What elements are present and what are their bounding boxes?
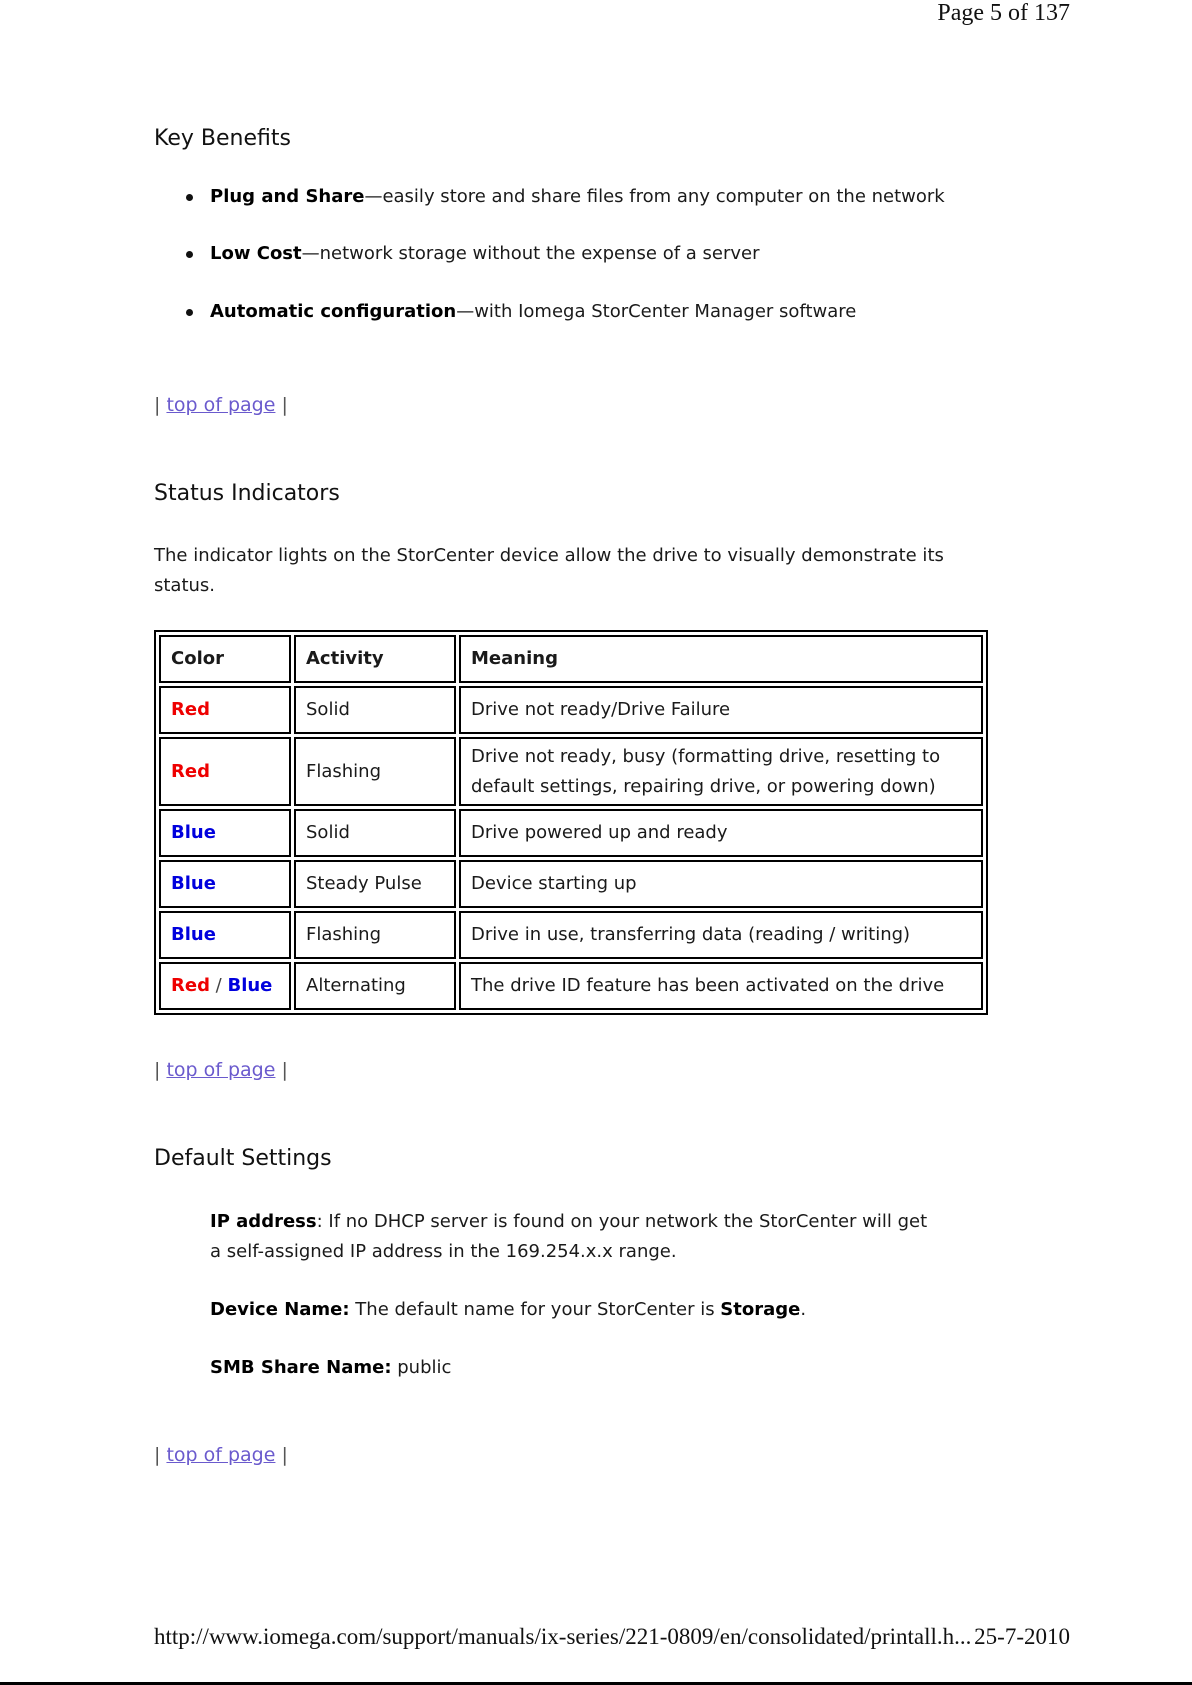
color-value: Blue <box>171 822 216 843</box>
table-row <box>159 737 983 806</box>
device-name-setting <box>210 1295 930 1325</box>
meaning-cell: Drive in use, transferring data (reading / writing) <box>459 911 983 959</box>
nav-bar-close: | <box>275 1059 288 1081</box>
list-item <box>210 243 760 264</box>
color-value-secondary: Blue <box>227 975 273 996</box>
benefit-term: Plug and Share <box>210 186 365 207</box>
table-row <box>159 911 983 959</box>
table-header-row <box>159 635 983 683</box>
color-cell <box>159 809 291 857</box>
list-item <box>210 301 856 322</box>
smb-share-label: SMB Share Name: <box>210 1357 392 1378</box>
bullet-icon <box>186 251 193 258</box>
benefit-text: —network storage without the expense of a server <box>301 243 760 264</box>
benefit-term: Automatic configuration <box>210 301 457 322</box>
color-separator: / <box>209 975 228 996</box>
top-of-page-nav <box>154 1444 288 1466</box>
color-value: Red <box>171 760 210 782</box>
page-number: Page 5 of 137 <box>937 0 1070 26</box>
nav-bar-open: | <box>154 394 167 416</box>
activity-cell: Alternating <box>294 962 456 1010</box>
color-value: Blue <box>171 873 216 894</box>
meaning-cell: Drive powered up and ready <box>459 809 983 857</box>
bullet-icon <box>186 194 193 201</box>
top-of-page-link[interactable]: top of page <box>166 1059 276 1081</box>
activity-cell: Flashing <box>294 911 456 959</box>
device-name-text: The default name for your StorCenter is <box>349 1299 721 1320</box>
meaning-cell: The drive ID feature has been activated on the drive <box>459 962 983 1010</box>
status-table <box>154 630 988 1015</box>
color-cell <box>159 860 291 908</box>
activity-cell: Steady Pulse <box>294 860 456 908</box>
nav-bar-open: | <box>154 1059 167 1081</box>
color-cell <box>159 962 291 1010</box>
status-intro: The indicator lights on the StorCenter device allow the drive to visually demonstrate its status. <box>154 545 944 596</box>
nav-bar-close: | <box>275 394 288 416</box>
activity-cell: Solid <box>294 686 456 734</box>
color-value: Red <box>171 975 210 996</box>
bullet-icon <box>186 309 193 316</box>
list-item <box>210 186 945 207</box>
table-row <box>159 860 983 908</box>
nav-bar-close: | <box>275 1444 288 1466</box>
table-row <box>159 809 983 857</box>
color-cell <box>159 911 291 959</box>
key-benefits-heading: Key Benefits <box>154 126 291 151</box>
meaning-cell: Device starting up <box>459 860 983 908</box>
color-value: Blue <box>171 924 216 945</box>
column-header: Meaning <box>459 635 983 683</box>
benefit-term: Low Cost <box>210 243 302 264</box>
meaning-cell: Drive not ready, busy (formatting drive, resetting to default settings, repairing drive, or powering down) <box>459 737 983 806</box>
ip-address-label: IP address <box>210 1211 317 1232</box>
status-indicators-heading: Status Indicators <box>154 481 340 506</box>
benefit-text: —with Iomega StorCenter Manager software <box>456 301 857 322</box>
top-of-page-link[interactable]: top of page <box>166 394 276 416</box>
smb-share-value: public <box>391 1357 452 1378</box>
activity-cell: Flashing <box>294 737 456 806</box>
table-row <box>159 686 983 734</box>
device-name-label: Device Name: <box>210 1299 350 1320</box>
activity-cell: Solid <box>294 809 456 857</box>
footer-date: 25-7-2010 <box>974 1624 1070 1649</box>
device-name-value: Storage <box>720 1299 801 1320</box>
ip-address-setting <box>210 1207 930 1267</box>
device-name-end: . <box>800 1299 807 1320</box>
color-value: Red <box>171 699 210 720</box>
color-cell <box>159 737 291 806</box>
top-of-page-link[interactable]: top of page <box>166 1444 276 1466</box>
smb-share-setting <box>210 1353 930 1383</box>
footer-url: http://www.iomega.com/support/manuals/ix-series/221-0809/en/consolidated/printall.h... <box>154 1624 972 1649</box>
ip-address-text: : If no DHCP server is found on your network the StorCenter will get a self-assigned IP address in the 169.254.x.x range. <box>210 1211 928 1262</box>
column-header: Color <box>159 635 291 683</box>
benefit-text: —easily store and share files from any computer on the network <box>364 186 945 207</box>
nav-bar-open: | <box>154 1444 167 1466</box>
column-header: Activity <box>294 635 456 683</box>
top-of-page-nav <box>154 1059 288 1081</box>
table-row <box>159 962 983 1010</box>
top-of-page-nav <box>154 394 288 416</box>
color-cell <box>159 686 291 734</box>
meaning-cell: Drive not ready/Drive Failure <box>459 686 983 734</box>
default-settings-heading: Default Settings <box>154 1146 332 1171</box>
